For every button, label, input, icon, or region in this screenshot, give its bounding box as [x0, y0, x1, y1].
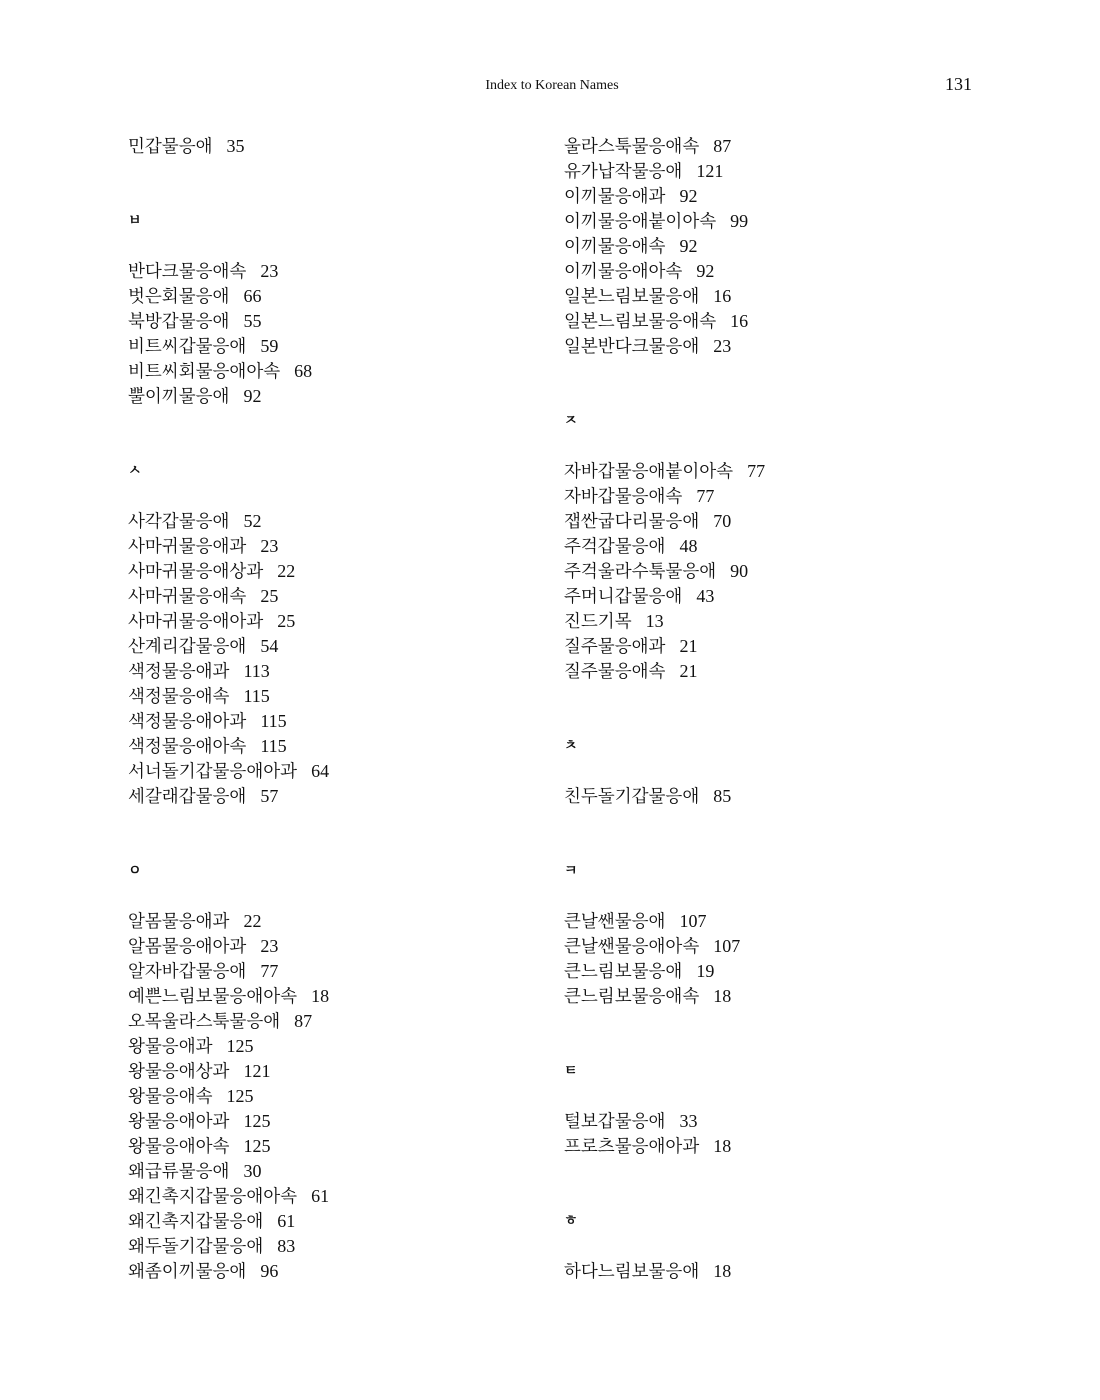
entry-page-number: 83 [277, 1236, 296, 1256]
entry-page-number: 30 [243, 1161, 262, 1181]
entry-name: 반다크물응애속 [128, 262, 247, 282]
entry-page-number: 115 [243, 686, 270, 706]
entry-page-number: 33 [679, 1111, 698, 1131]
index-entry [564, 1109, 1004, 1134]
index-entry [564, 484, 1004, 509]
entry-name: 일본느림보물응애속 [564, 312, 717, 332]
index-section [128, 859, 568, 1284]
index-entry [564, 509, 1004, 534]
section-letter: ㅎ [564, 1213, 578, 1229]
index-entry [128, 1184, 568, 1209]
entry-page-number: 16 [713, 286, 732, 306]
index-entry [128, 1034, 568, 1059]
entry-page-number: 125 [243, 1136, 271, 1156]
section-letter: ㅌ [564, 1063, 578, 1079]
entry-name: 예쁜느림보물응애아속 [128, 987, 298, 1007]
entry-name: 색정물응애아과 [128, 712, 247, 732]
entry-page-number: 22 [277, 561, 296, 581]
entry-name: 큰날쌘물응애아속 [564, 937, 700, 957]
index-entry [128, 509, 568, 534]
index-entry [128, 984, 568, 1009]
index-section [564, 1209, 1004, 1284]
entry-page-number: 16 [730, 311, 749, 331]
entry-name: 색정물응애속 [128, 687, 230, 707]
entry-page-number: 115 [260, 711, 287, 731]
index-entry [564, 209, 1004, 234]
entry-name: 자바갑물응애속 [564, 487, 683, 507]
entry-name: 사각갑물응애 [128, 512, 230, 532]
entry-name: 서너돌기갑물응애아과 [128, 762, 298, 782]
entry-page-number: 23 [260, 936, 279, 956]
entry-name: 왜긴촉지갑물응애아속 [128, 1187, 298, 1207]
index-entry [128, 1234, 568, 1259]
entry-page-number: 18 [713, 1261, 732, 1281]
index-entry [128, 709, 568, 734]
entry-page-number: 99 [730, 211, 749, 231]
entry-name: 큰느림보물응애속 [564, 987, 700, 1007]
entry-page-number: 57 [260, 786, 279, 806]
index-entry [564, 234, 1004, 259]
index-section [128, 134, 568, 159]
entry-name: 왜긴촉지갑물응애 [128, 1212, 264, 1232]
index-entry [128, 1134, 568, 1159]
entry-name: 이끼물응애아속 [564, 262, 683, 282]
entry-page-number: 121 [243, 1061, 271, 1081]
entry-name: 알몸물응애아과 [128, 937, 247, 957]
index-entry [564, 584, 1004, 609]
index-section [564, 859, 1004, 1009]
index-entry [564, 1134, 1004, 1159]
running-header: Index to Korean Names [485, 78, 619, 93]
entry-page-number: 68 [294, 361, 313, 381]
index-entry [564, 534, 1004, 559]
index-entry [128, 134, 568, 159]
entry-page-number: 21 [679, 661, 698, 681]
index-entry [128, 334, 568, 359]
index-entry [564, 259, 1004, 284]
entry-page-number: 92 [679, 186, 698, 206]
entry-name: 주걱울라수툭물응애 [564, 562, 717, 582]
entry-page-number: 107 [713, 936, 741, 956]
entry-name: 오목울라스툭물응애 [128, 1012, 281, 1032]
entry-name: 북방갑물응애 [128, 312, 230, 332]
entry-name: 자바갑물응애붙이아속 [564, 462, 734, 482]
entry-name: 질주물응애속 [564, 662, 666, 682]
entry-page-number: 23 [260, 261, 279, 281]
index-entry [564, 634, 1004, 659]
entry-name: 산계리갑물응애 [128, 637, 247, 657]
entry-name: 벗은회물응애 [128, 287, 230, 307]
section-letter: ㅋ [564, 863, 578, 879]
index-entry [564, 284, 1004, 309]
entry-page-number: 92 [679, 236, 698, 256]
entry-page-number: 96 [260, 1261, 279, 1281]
entry-page-number: 92 [243, 386, 262, 406]
entry-name: 알자바갑물응애 [128, 962, 247, 982]
entry-name: 주걱갑물응애 [564, 537, 666, 557]
entry-name: 주머니갑물응애 [564, 587, 683, 607]
entry-page-number: 22 [243, 911, 262, 931]
index-column-right [564, 134, 1004, 1334]
index-entry [128, 959, 568, 984]
entry-name: 친두돌기갑물응애 [564, 787, 700, 807]
entry-name: 왕물응애아과 [128, 1112, 230, 1132]
entry-page-number: 87 [713, 136, 732, 156]
index-entry [128, 634, 568, 659]
index-entry [128, 559, 568, 584]
index-entry [564, 934, 1004, 959]
index-entry [128, 1009, 568, 1034]
entry-name: 유가납작물응애 [564, 162, 683, 182]
entry-name: 하다느림보물응애 [564, 1262, 700, 1282]
entry-page-number: 25 [277, 611, 296, 631]
entry-page-number: 25 [260, 586, 279, 606]
entry-page-number: 90 [730, 561, 749, 581]
entry-name: 왜급류물응애 [128, 1162, 230, 1182]
entry-page-number: 64 [311, 761, 330, 781]
entry-name: 일본반다크물응애 [564, 337, 700, 357]
section-letter: ㅂ [128, 213, 142, 229]
entry-page-number: 23 [260, 536, 279, 556]
index-entry [564, 134, 1004, 159]
index-entry [128, 1159, 568, 1184]
index-entry [564, 909, 1004, 934]
entry-name: 사마귀물응애과 [128, 537, 247, 557]
entry-name: 큰느림보물응애 [564, 962, 683, 982]
index-entry [128, 659, 568, 684]
index-entry [128, 684, 568, 709]
entry-name: 왕물응애아속 [128, 1137, 230, 1157]
entry-page-number: 115 [260, 736, 287, 756]
index-entry [564, 959, 1004, 984]
index-entry [564, 559, 1004, 584]
entry-name: 왜좀이끼물응애 [128, 1262, 247, 1282]
entry-name: 프로츠물응애아과 [564, 1137, 700, 1157]
entry-page-number: 87 [294, 1011, 313, 1031]
entry-name: 민갑물응애 [128, 137, 213, 157]
index-entry [128, 1059, 568, 1084]
entry-page-number: 48 [679, 536, 698, 556]
index-entry [128, 259, 568, 284]
section-letter: ㅅ [128, 463, 142, 479]
section-letter: ㅊ [564, 738, 578, 754]
entry-page-number: 92 [696, 261, 715, 281]
entry-name: 왜두돌기갑물응애 [128, 1237, 264, 1257]
entry-page-number: 54 [260, 636, 279, 656]
index-entry [564, 309, 1004, 334]
entry-name: 사마귀물응애상과 [128, 562, 264, 582]
entry-page-number: 35 [226, 136, 245, 156]
index-entry [128, 934, 568, 959]
entry-page-number: 61 [277, 1211, 296, 1231]
index-entry [128, 609, 568, 634]
entry-page-number: 121 [696, 161, 724, 181]
entry-page-number: 13 [645, 611, 664, 631]
entry-page-number: 125 [226, 1086, 254, 1106]
entry-page-number: 125 [243, 1111, 271, 1131]
entry-page-number: 18 [311, 986, 330, 1006]
entry-page-number: 18 [713, 986, 732, 1006]
entry-name: 왕물응애상과 [128, 1062, 230, 1082]
index-entry [128, 1109, 568, 1134]
index-section [564, 1059, 1004, 1159]
entry-name: 일본느림보물응애 [564, 287, 700, 307]
entry-name: 세갈래갑물응애 [128, 787, 247, 807]
index-entry [128, 1209, 568, 1234]
index-entry [128, 784, 568, 809]
entry-name: 색정물응애과 [128, 662, 230, 682]
index-entry [128, 584, 568, 609]
entry-page-number: 125 [226, 1036, 254, 1056]
index-section [128, 459, 568, 809]
index-entry [128, 759, 568, 784]
index-entry [564, 334, 1004, 359]
entry-name: 질주물응애과 [564, 637, 666, 657]
index-section [564, 734, 1004, 809]
index-entry [128, 1259, 568, 1284]
index-entry [564, 159, 1004, 184]
entry-name: 큰날쌘물응애 [564, 912, 666, 932]
entry-name: 왕물응애과 [128, 1037, 213, 1057]
entry-page-number: 61 [311, 1186, 330, 1206]
index-entry [564, 1259, 1004, 1284]
entry-page-number: 77 [747, 461, 766, 481]
entry-page-number: 55 [243, 311, 262, 331]
entry-name: 진드기목 [564, 612, 632, 632]
index-entry [564, 659, 1004, 684]
index-entry [128, 734, 568, 759]
entry-page-number: 59 [260, 336, 279, 356]
entry-name: 사마귀물응애아과 [128, 612, 264, 632]
entry-page-number: 23 [713, 336, 732, 356]
index-entry [128, 309, 568, 334]
entry-page-number: 18 [713, 1136, 732, 1156]
page-number: 131 [945, 74, 972, 94]
index-entry [564, 184, 1004, 209]
index-section [564, 134, 1004, 359]
entry-page-number: 66 [243, 286, 262, 306]
entry-name: 이끼물응애속 [564, 237, 666, 257]
index-entry [564, 984, 1004, 1009]
entry-page-number: 85 [713, 786, 732, 806]
entry-name: 잽싼굽다리물응애 [564, 512, 700, 532]
section-letter: ㅈ [564, 413, 578, 429]
entry-page-number: 21 [679, 636, 698, 656]
index-section [128, 209, 568, 409]
index-entry [128, 359, 568, 384]
entry-name: 비트씨갑물응애 [128, 337, 247, 357]
section-letter: ㅇ [128, 863, 142, 879]
entry-name: 털보갑물응애 [564, 1112, 666, 1132]
entry-page-number: 107 [679, 911, 707, 931]
index-entry [128, 384, 568, 409]
index-entry [564, 784, 1004, 809]
entry-name: 왕물응애속 [128, 1087, 213, 1107]
index-section [564, 409, 1004, 684]
entry-name: 사마귀물응애속 [128, 587, 247, 607]
entry-page-number: 52 [243, 511, 262, 531]
entry-page-number: 19 [696, 961, 715, 981]
entry-name: 알몸물응애과 [128, 912, 230, 932]
entry-page-number: 77 [696, 486, 715, 506]
entry-page-number: 77 [260, 961, 279, 981]
index-entry [564, 459, 1004, 484]
entry-name: 울라스툭물응애속 [564, 137, 700, 157]
index-entry [128, 534, 568, 559]
entry-name: 뿔이끼물응애 [128, 387, 230, 407]
index-column-left [128, 134, 568, 1334]
entry-name: 비트씨회물응애아속 [128, 362, 281, 382]
entry-name: 이끼물응애과 [564, 187, 666, 207]
entry-page-number: 70 [713, 511, 732, 531]
index-entry [128, 909, 568, 934]
index-entry [128, 1084, 568, 1109]
entry-page-number: 43 [696, 586, 715, 606]
entry-name: 이끼물응애붙이아속 [564, 212, 717, 232]
entry-page-number: 113 [243, 661, 270, 681]
index-entry [564, 609, 1004, 634]
entry-name: 색정물응애아속 [128, 737, 247, 757]
index-entry [128, 284, 568, 309]
